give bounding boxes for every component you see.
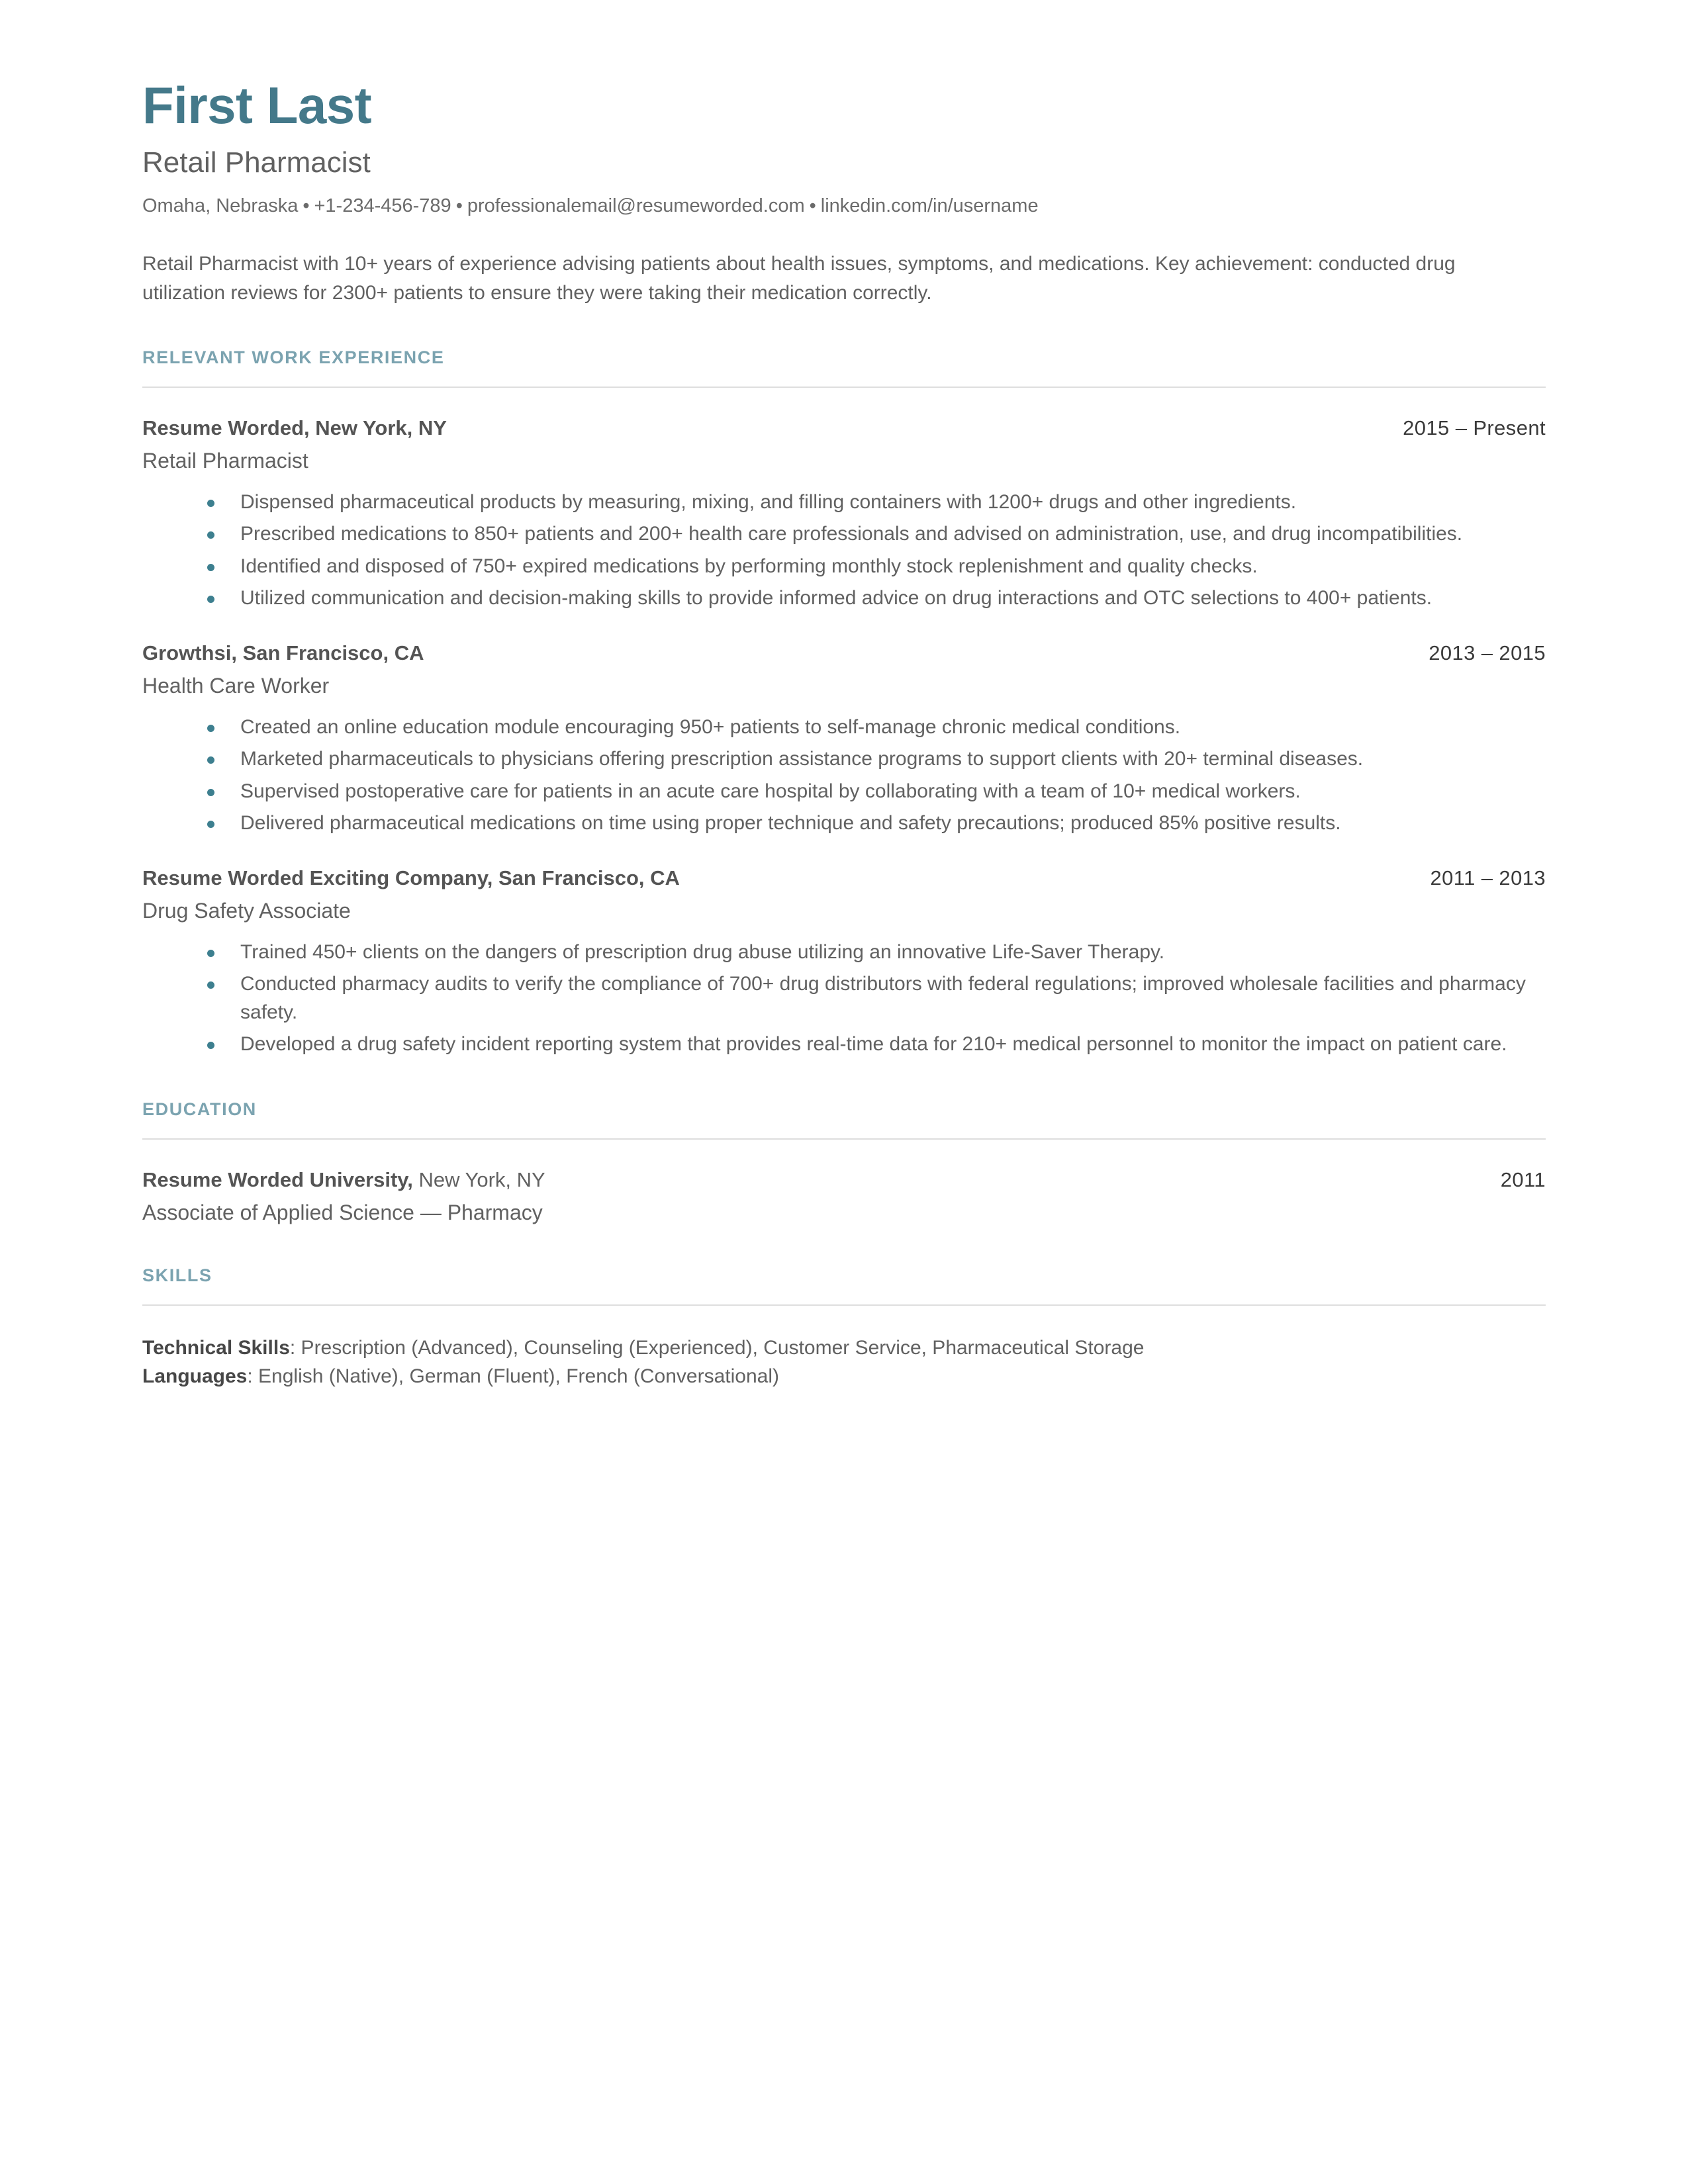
experience-bullet: Delivered pharmaceutical medications on time using proper technique and safety precautions; produced 85% positive results. <box>142 809 1546 838</box>
section-heading-education: EDUCATION <box>142 1099 257 1119</box>
experience-organization: Growthsi, San Francisco, CA <box>142 641 424 665</box>
experience-entry-header <box>142 416 1546 440</box>
experience-bullet: Marketed pharmaceuticals to physicians offering prescription assistance programs to support clients with 20+ terminal diseases. <box>142 745 1546 774</box>
experience-bullet-list <box>142 488 1546 613</box>
contact-linkedin[interactable]: linkedin.com/in/username <box>820 195 1039 216</box>
education-dates: 2011 <box>1500 1167 1546 1191</box>
languages-line <box>142 1362 1546 1391</box>
education-school <box>142 1167 545 1192</box>
section-divider-skills <box>142 1304 1546 1306</box>
experience-bullet: Created an online education module encouraging 950+ patients to self-manage chronic medical conditions. <box>142 713 1546 742</box>
experience-bullet: Trained 450+ clients on the dangers of prescription drug abuse utilizing an innovative Life-Saver Therapy. <box>142 938 1546 967</box>
contact-separator-3: • <box>809 195 816 216</box>
education-school-location: New York, NY <box>412 1167 545 1191</box>
experience-bullet: Identified and disposed of 750+ expired medications by performing monthly stock replenishment and quality checks. <box>142 553 1546 581</box>
education-entry <box>142 1167 1546 1226</box>
section-heading-experience: RELEVANT WORK EXPERIENCE <box>142 347 445 368</box>
experience-dates: 2011 – 2013 <box>1430 866 1546 889</box>
experience-entry-header <box>142 641 1546 665</box>
experience-bullet: Supervised postoperative care for patients in an acute care hospital by collaborating with a team of 10+ medical workers. <box>142 778 1546 806</box>
section-divider-experience <box>142 387 1546 388</box>
experience-bullet-list <box>142 713 1546 838</box>
education-school-name: Resume Worded University, <box>142 1167 413 1191</box>
contact-email[interactable]: professionalemail@resumeworded.com <box>467 195 805 216</box>
experience-entry <box>142 866 1546 1059</box>
section-divider-education <box>142 1138 1546 1140</box>
experience-bullet-list <box>142 938 1546 1059</box>
experience-role: Retail Pharmacist <box>142 449 308 473</box>
skills-block <box>142 1334 1546 1391</box>
languages-label: Languages <box>142 1365 248 1388</box>
candidate-name: First Last <box>142 76 372 134</box>
experience-organization: Resume Worded, New York, NY <box>142 416 447 440</box>
contact-phone: +1-234-456-789 <box>314 195 451 216</box>
resume-header <box>142 76 1546 218</box>
experience-bullet: Prescribed medications to 850+ patients and 200+ health care professionals and advised on administration, use, and drug incompatibilities. <box>142 520 1546 549</box>
contact-separator-2: • <box>455 195 463 216</box>
professional-summary: Retail Pharmacist with 10+ years of experience advising patients about health issues, symptoms, and medications. Key achievement: conducted drug utilization reviews for 2300+ patients to ensure they were taking their medication correctly. <box>142 252 1456 304</box>
experience-role: Drug Safety Associate <box>142 899 351 923</box>
experience-dates: 2015 – Present <box>1403 416 1546 440</box>
contact-line <box>142 195 1546 218</box>
contact-separator-1: • <box>303 195 310 216</box>
candidate-job-title: Retail Pharmacist <box>142 146 371 179</box>
experience-entry <box>142 641 1546 838</box>
experience-entry <box>142 416 1546 613</box>
education-degree: Associate of Applied Science — Pharmacy <box>142 1200 543 1224</box>
contact-location: Omaha, Nebraska <box>142 195 299 216</box>
experience-entry-header <box>142 866 1546 890</box>
languages-value: : English (Native), German (Fluent), French (Conversational) <box>247 1365 779 1388</box>
experience-organization: Resume Worded Exciting Company, San Francisco, CA <box>142 866 680 889</box>
experience-bullet: Dispensed pharmaceutical products by measuring, mixing, and filling containers with 1200+ drugs and other ingredients. <box>142 488 1546 517</box>
technical-skills-value: : Prescription (Advanced), Counseling (Experienced), Customer Service, Pharmaceutical Storage <box>289 1336 1145 1359</box>
experience-bullet: Conducted pharmacy audits to verify the compliance of 700+ drug distributors with federal regulations; improved wholesale facilities and pharmacy safety. <box>142 970 1546 1026</box>
experience-role: Health Care Worker <box>142 674 330 698</box>
experience-dates: 2013 – 2015 <box>1429 641 1546 665</box>
technical-skills-line <box>142 1334 1546 1363</box>
education-entry-header <box>142 1167 1546 1192</box>
section-heading-skills: SKILLS <box>142 1265 212 1286</box>
technical-skills-label: Technical Skills <box>142 1336 290 1359</box>
experience-bullet: Developed a drug safety incident reporting system that provides real-time data for 210+ medical personnel to monitor the impact on patient care. <box>142 1030 1546 1059</box>
experience-bullet: Utilized communication and decision-making skills to provide informed advice on drug interactions and OTC selections to 400+ patients. <box>142 584 1546 613</box>
